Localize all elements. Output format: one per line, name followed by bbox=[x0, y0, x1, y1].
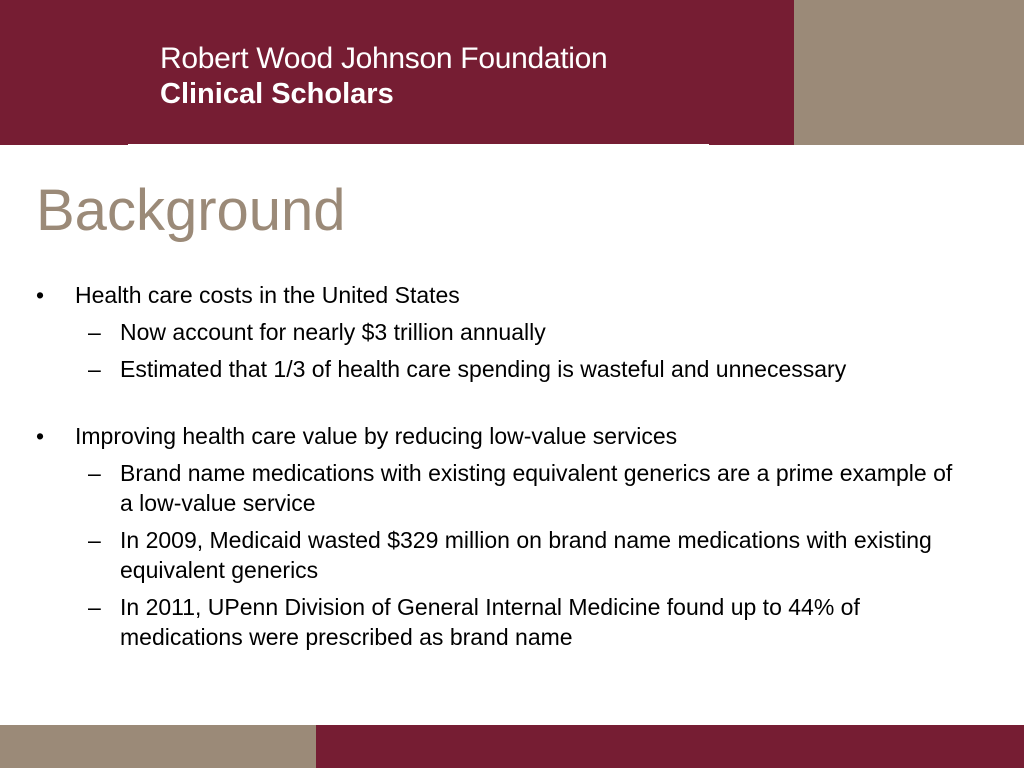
sub-bullet-item bbox=[0, 317, 1024, 347]
header-accent-block bbox=[794, 0, 1024, 145]
footer-accent-block bbox=[0, 725, 316, 768]
bullet-marker: • bbox=[36, 423, 45, 449]
sub-bullet-text: Now account for nearly $3 trillion annually bbox=[120, 319, 546, 345]
organization-name: Robert Wood Johnson Foundation bbox=[160, 42, 608, 75]
sub-bullet-item bbox=[0, 354, 1024, 384]
footer-banner bbox=[316, 725, 1024, 768]
bullet-item bbox=[0, 421, 1024, 451]
sub-bullet-item bbox=[0, 592, 1024, 652]
sub-bullet-text: In 2011, UPenn Division of General Internal Medicine found up to 44% of medications were prescribed as brand name bbox=[120, 594, 860, 650]
bullet-spacer bbox=[0, 391, 1024, 421]
bullet-item bbox=[0, 280, 1024, 310]
bullet-marker: • bbox=[36, 282, 45, 308]
sub-bullet-item bbox=[0, 525, 1024, 585]
sub-bullet-marker: – bbox=[88, 527, 101, 553]
header-divider bbox=[128, 144, 709, 146]
slide-title: Background bbox=[36, 178, 346, 243]
bullet-text: Health care costs in the United States bbox=[75, 282, 460, 308]
sub-bullet-marker: – bbox=[88, 356, 101, 382]
sub-bullet-marker: – bbox=[88, 319, 101, 345]
program-name: Clinical Scholars bbox=[160, 78, 394, 110]
sub-bullet-item bbox=[0, 458, 1024, 518]
sub-bullet-text: In 2009, Medicaid wasted $329 million on brand name medications with existing equivalent generics bbox=[120, 527, 932, 583]
sub-bullet-text: Brand name medications with existing equivalent generics are a prime example of a low-value service bbox=[120, 460, 953, 516]
slide-content bbox=[0, 280, 1024, 659]
sub-bullet-marker: – bbox=[88, 460, 101, 486]
bullet-text: Improving health care value by reducing low-value services bbox=[75, 423, 678, 449]
sub-bullet-text: Estimated that 1/3 of health care spending is wasteful and unnecessary bbox=[120, 356, 847, 382]
sub-bullet-marker: – bbox=[88, 594, 101, 620]
